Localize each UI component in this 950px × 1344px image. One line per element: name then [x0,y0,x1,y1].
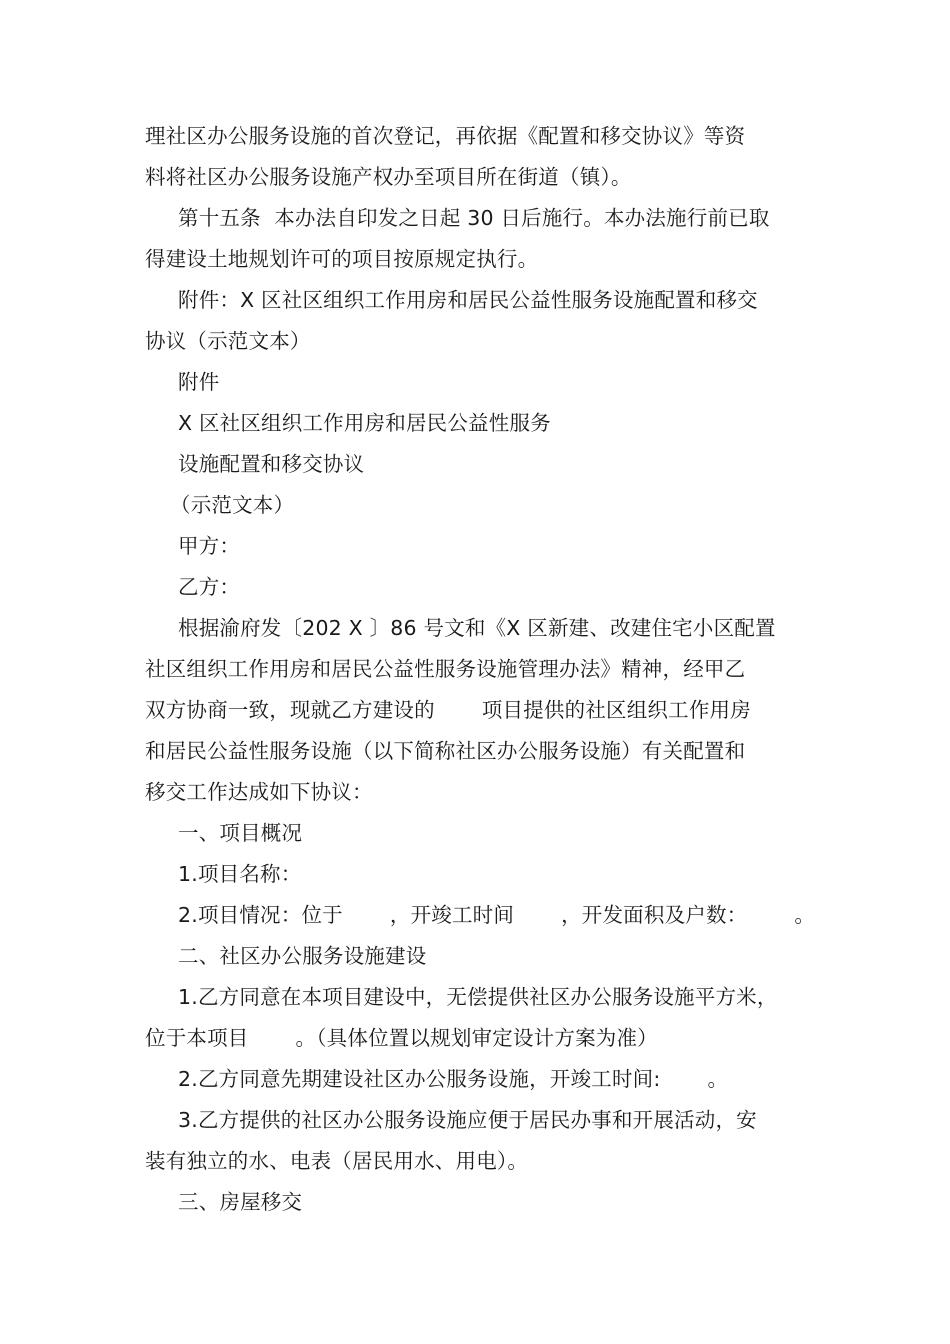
preamble-line: 和居民公益性服务设施（以下简称社区办公服务设施）有关配置和 [145,739,746,763]
preamble-line: 社区组织工作用房和居民公益性服务设施管理办法》精神，经甲乙 [145,657,746,681]
list-item-continuation: 位于本项目 。（具体位置以规划审定设计方案为准） [145,1026,658,1050]
paragraph-line: 得建设土地规划许可的项目按原规定执行。 [145,247,539,271]
paragraph-line: 料将社区办公服务设施产权办至项目所在街道（镇）。 [145,165,632,189]
party-a-label: 甲方： [178,534,241,558]
attachment-note-line: 附件：X 区社区组织工作用房和居民公益性服务设施配置和移交 [178,288,758,312]
section-heading: 三、房屋移交 [178,1190,303,1214]
list-item: 1.项目名称： [178,862,302,886]
agreement-title-line: X 区社区组织工作用房和居民公益性服务 [178,411,551,435]
section-heading: 一、项目概况 [178,821,303,845]
preamble-line: 根据渝府发〔202 X 〕86 号文和《X 区新建、改建住宅小区配置 [178,616,776,640]
agreement-subtitle: （示范文本） [170,493,295,517]
agreement-title-line: 设施配置和移交协议 [178,452,365,476]
list-item: 2.乙方同意先期建设社区办公服务设施，开竣工时间: 。 [178,1067,729,1091]
paragraph-line: 协议（示范文本） [145,329,311,353]
attachment-heading: 附件 [178,370,220,394]
party-b-label: 乙方： [178,575,241,599]
list-item: 3.乙方提供的社区办公服务设施应便于居民办事和开展活动，安 [178,1108,757,1132]
preamble-line: 移交工作达成如下协议： [145,780,373,804]
list-item: 2.项目情况：位于 ，开竣工时间 ，开发面积及户数： 。 [178,903,816,927]
section-heading: 二、社区办公服务设施建设 [178,944,427,968]
list-item-continuation: 装有独立的水、电表（居民用水、用电）。 [145,1149,529,1173]
paragraph-line: 理社区办公服务设施的首次登记，再依据《配置和移交协议》等资 [145,124,746,148]
article-15-line: 第十五条 本办法自印发之日起 30 日后施行。本办法施行前已取 [178,206,770,230]
list-item: 1.乙方同意在本项目建设中，无偿提供社区办公服务设施平方米， [178,985,778,1009]
preamble-line: 双方协商一致，现就乙方建设的 项目提供的社区组织工作用房 [145,698,751,722]
